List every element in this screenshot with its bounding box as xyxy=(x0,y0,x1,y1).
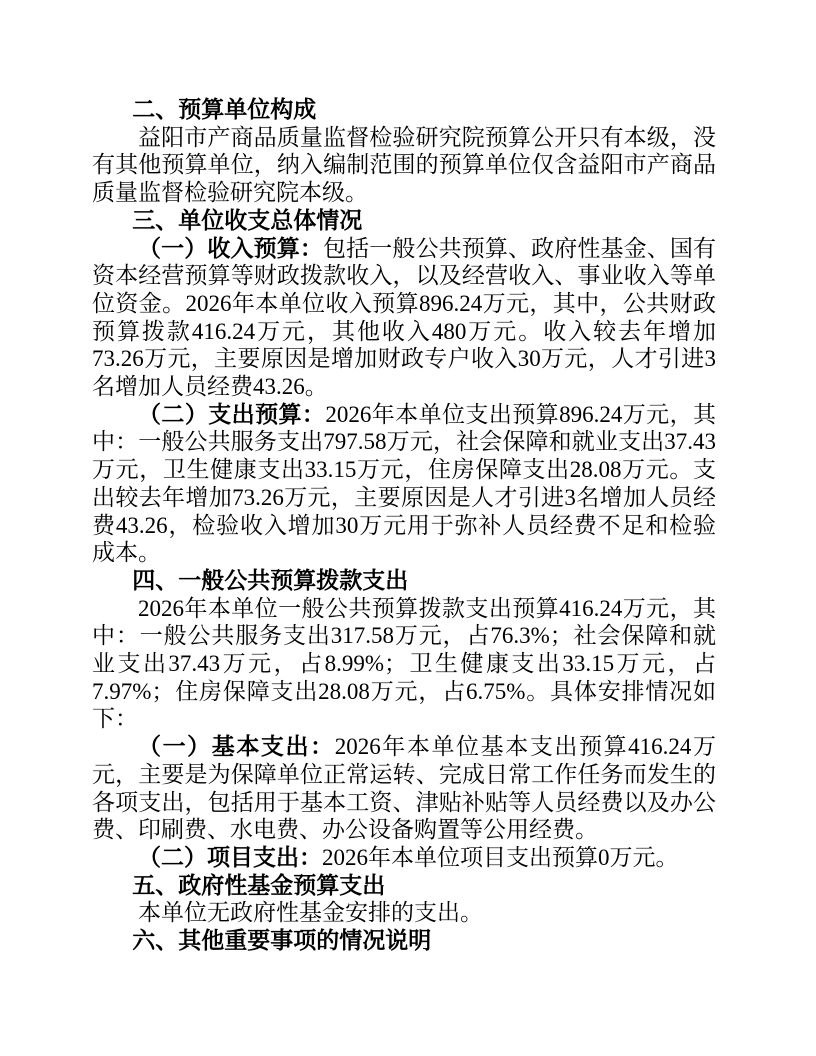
paragraph-basic-expenditure xyxy=(92,733,716,844)
expenditure-budget-lead-label: （二）支出预算： xyxy=(138,400,326,427)
paragraph-expenditure-budget xyxy=(92,401,716,567)
expenditure-budget-body-text: 2026年本单位支出预算896.24万元，其中：一般公共服务支出797.58万元，社会保障和就业支出37.43万元，卫生健康支出33.15万元，住房保障支出28.08万元。支出较去年增加73.26万元，主要原因是人才引进3名增加人员经费43.26，检验收入增加30万元用于弥补人员经费不足和检验成本。 xyxy=(92,401,717,566)
paragraph-income-budget xyxy=(92,235,716,401)
heading-other-important-matters: 六、其他重要事项的情况说明 xyxy=(132,927,432,954)
paragraph-general-public-budget-expenditure: 2026年本单位一般公共预算拨款支出预算416.24万元，其中：一般公共服务支出317.58万元，占76.3%；社会保障和就业支出37.43万元，占8.99%；卫生健康支出33.15万元，占7.97%；住房保障支出28.08万元，占6.75%。具体安排情况如下： xyxy=(92,595,716,732)
income-budget-body-text: 包括一般公共预算、政府性基金、国有资本经营预算等财政拨款收入，以及经营收入、事业收入等单位资金。2026年本单位收入预算896.24万元，其中，公共财政预算拨款416.24万元，其他收入480万元。收入较去年增加73.26万元，主要原因是增加财政专户收入30万元，人才引进3名增加人员经费43.26。 xyxy=(92,235,716,400)
paragraph-project-expenditure xyxy=(92,844,716,872)
paragraph-budget-unit-composition: 益阳市产商品质量监督检验研究院预算公开只有本级，没有其他预算单位，纳入编制范围的预算单位仅含益阳市产商品质量监督检验研究院本级。 xyxy=(92,124,716,206)
basic-expenditure-body-text: 2026年本单位基本支出预算416.24万元，主要是为保障单位正常运转、完成日常工作任务而发生的各项支出，包括用于基本工资、津贴补贴等人员经费以及办公费、印刷费、水电费、办公设备购置等公用经费。 xyxy=(92,734,717,843)
paragraph-government-fund-budget-expenditure: 本单位无政府性基金安排的支出。 xyxy=(138,900,483,926)
heading-general-public-budget-expenditure: 四、一般公共预算拨款支出 xyxy=(132,566,409,593)
project-expenditure-lead-label: （二）项目支出： xyxy=(138,843,322,870)
income-budget-lead-label: （一）收入预算： xyxy=(138,234,323,261)
basic-expenditure-lead-label: （一）基本支出： xyxy=(138,733,335,760)
heading-budget-unit-composition: 二、预算单位构成 xyxy=(132,96,317,122)
heading-government-fund-budget-expenditure: 五、政府性基金预算支出 xyxy=(132,871,386,898)
project-expenditure-body-text: 2026年本单位项目支出预算0万元。 xyxy=(322,844,679,870)
heading-unit-revenue-expenditure-overview: 三、单位收支总体情况 xyxy=(132,206,363,233)
